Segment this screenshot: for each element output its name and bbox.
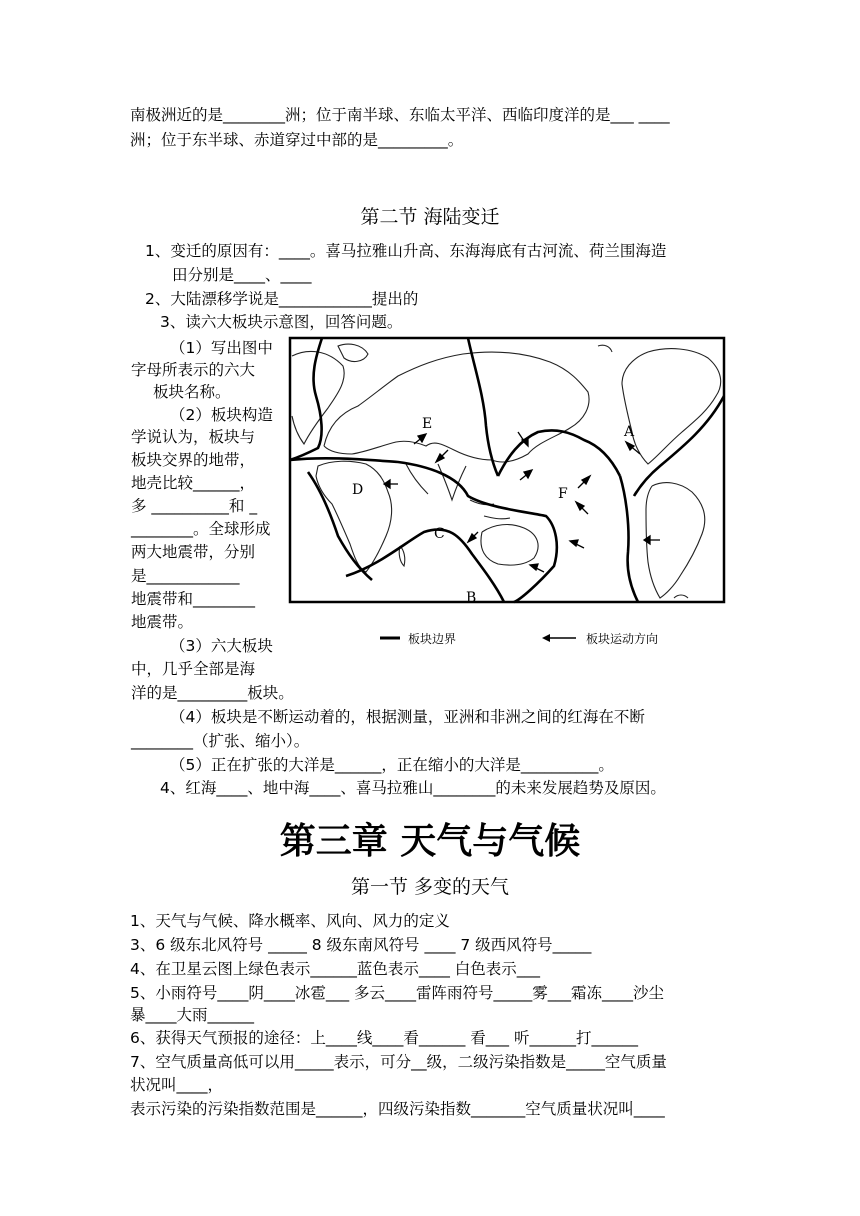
text-line: 洲；位于东半球、赤道穿过中部的是_________。 [130,131,464,149]
sub-question-2: 地壳比较______， [131,474,256,492]
sub-question-4-cont: ________（扩张、缩小）。 [131,732,310,750]
chapter-title: 第三章 天气与气候 [279,821,581,862]
sub-question-1: 板块名称。 [153,383,231,401]
question-4: 4、红海____、地中海____、喜马拉雅山________的未来发展趋势及原因。 [160,779,666,797]
legend-direction-label: 板块运动方向 [586,632,659,646]
sub-question-3: 中，几乎全部是海 [131,660,256,678]
text-line: 表示污染的污染指数范围是______，四级污染指数_______空气质量状况叫____ [130,1100,665,1118]
text-line: 1、天气与气候、降水概率、风向、风力的定义 [130,912,450,930]
text-line: 5、小雨符号____阴____冰雹___ 多云____雷阵雨符号_____雾___霜冻____沙尘 [130,984,665,1002]
sub-question-2: 学说认为，板块与 [131,428,256,446]
question-3: 3、读六大板块示意图，回答问题。 [160,313,403,331]
sub-question-3: （3）六大板块 [170,637,273,655]
text-line: 暴____大雨______ [130,1006,255,1024]
plate-label-d: D [352,482,364,498]
sub-question-2: 地震带和________ [131,590,256,608]
question-2: 2、大陆漂移学说是____________提出的 [145,290,419,308]
sub-question-2: 板块交界的地带， [131,451,256,469]
sub-question-1: 字母所表示的六大 [131,361,256,379]
text-line: 7、空气质量高低可以用_____表示，可分__级，二级污染指数是_____空气质量 [130,1053,667,1071]
sub-question-4: （4）板块是不断运动着的，根据测量，亚洲和非洲之间的红海在不断 [170,708,645,726]
sub-question-1: （1）写出图中 [170,339,273,357]
text-line: 3、6 级东北风符号 _____ 8 级东南风符号 ____ 7 级西风符号_____ [130,936,592,954]
sub-question-2: 两大地震带，分别 [131,543,256,561]
section-title: 第一节 多变的天气 [350,876,510,898]
text-line: 南极洲近的是________洲；位于南半球、东临太平洋、西临印度洋的是___ ____ [130,106,670,124]
plate-label-e: E [422,416,433,432]
text-line: 状况叫____， [130,1076,224,1094]
question-1: 1、变迁的原因有：____。喜马拉雅山升高、东海海底有古河流、荷兰围海造 [145,242,667,260]
plate-map [288,336,730,658]
plate-label-f: F [558,486,568,502]
text-line: 4、在卫星云图上绿色表示______蓝色表示____ 白色表示___ [130,960,541,978]
plate-label-b: B [466,590,477,606]
question-1-cont: 田分别是____、____ [172,266,312,284]
text-line: 6、获得天气预报的途径：上____线____看______ 看___ 听______打______ [130,1029,638,1047]
sub-question-2: 是____________ [131,567,240,585]
plate-label-c: C [434,526,445,542]
sub-question-2: ________。全球形成 [131,520,271,538]
sub-question-2: 多 __________和 _ [131,497,258,515]
section-title: 第二节 海陆变迁 [360,206,500,228]
plate-label-a: A [624,424,635,440]
legend-boundary-label: 板块边界 [408,632,457,646]
sub-question-2: 地震带。 [131,613,194,631]
sub-question-5: （5）正在扩张的大洋是______，正在缩小的大洋是__________。 [170,756,614,774]
sub-question-3: 洋的是_________板块。 [131,684,294,702]
sub-question-2: （2）板块构造 [170,406,273,424]
